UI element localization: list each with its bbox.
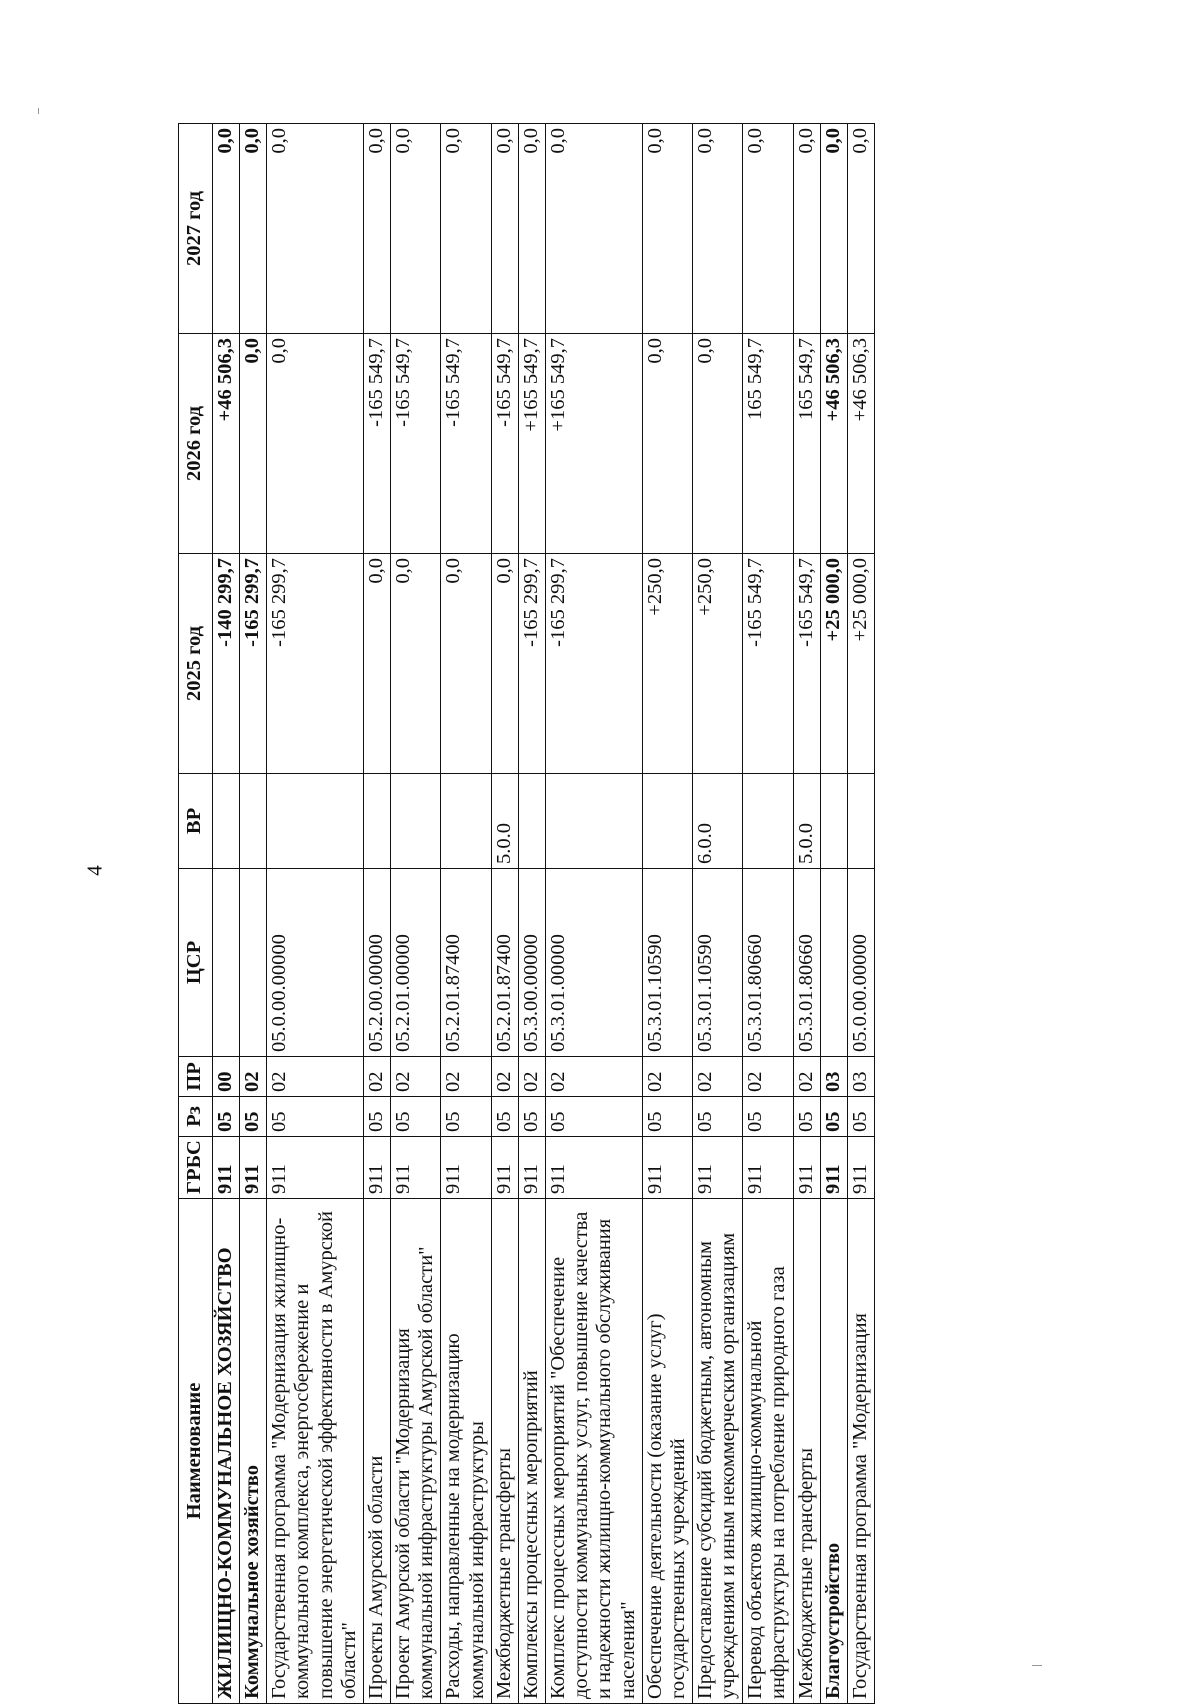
header-rz: Рз (179, 1097, 213, 1137)
cell-2026: 165 549,7 (793, 334, 820, 554)
cell-vr (391, 774, 441, 869)
cell-vr (642, 774, 692, 869)
cell-vr (267, 774, 364, 869)
cell-2025: -165 549,7 (793, 554, 820, 774)
cell-2026: +165 549,7 (518, 334, 545, 554)
table-row (847, 124, 874, 1704)
cell-rz: 05 (642, 1097, 692, 1137)
cell-2025: -165 549,7 (743, 554, 793, 774)
page-number: 4 (82, 865, 107, 876)
cell-pr: 02 (491, 1057, 518, 1097)
cell-2025: 0,0 (391, 554, 441, 774)
cell-2026: -165 549,7 (391, 334, 441, 554)
cell-2025: -165 299,7 (267, 554, 364, 774)
cell-name: Проект Амурской области "Модернизация коммунальной инфраструктуры Амурской области" (391, 1199, 441, 1704)
cell-2025: 0,0 (363, 554, 390, 774)
cell-name: ЖИЛИЩНО-КОММУНАЛЬНОЕ ХОЗЯЙСТВО (213, 1199, 240, 1704)
cell-vr: 6.0.0 (692, 774, 742, 869)
cell-grbs: 911 (793, 1137, 820, 1199)
cell-2026: -165 549,7 (363, 334, 390, 554)
table-row (546, 124, 643, 1704)
cell-2026: +46 506,3 (213, 334, 240, 554)
header-csr: ЦСР (179, 869, 213, 1057)
cell-2027: 0,0 (692, 124, 742, 334)
cell-name: Проекты Амурской области (363, 1199, 390, 1704)
cell-2027: 0,0 (213, 124, 240, 334)
cell-grbs: 911 (213, 1137, 240, 1199)
cell-pr: 02 (240, 1057, 267, 1097)
cell-2026: 0,0 (267, 334, 364, 554)
cell-rz: 05 (240, 1097, 267, 1137)
cell-csr: 05.3.01.00000 (546, 869, 643, 1057)
cell-rz: 05 (267, 1097, 364, 1137)
cell-rz: 05 (743, 1097, 793, 1137)
cell-2026: -165 549,7 (441, 334, 491, 554)
cell-2027: 0,0 (847, 124, 874, 334)
cell-csr: 05.2.01.87400 (491, 869, 518, 1057)
cell-vr (240, 774, 267, 869)
cell-grbs: 911 (642, 1137, 692, 1199)
table-body (213, 124, 875, 1704)
cell-pr: 02 (441, 1057, 491, 1097)
table-row (363, 124, 390, 1704)
cell-2026: -165 549,7 (491, 334, 518, 554)
cell-pr: 02 (692, 1057, 742, 1097)
cell-2025: +250,0 (692, 554, 742, 774)
table-row (793, 124, 820, 1704)
cell-2025: +25 000,0 (820, 554, 847, 774)
cell-2027: 0,0 (391, 124, 441, 334)
header-vr: ВР (179, 774, 213, 869)
cell-name: Государственная программа "Модернизация жилищно-коммунального комплекса, энергосбережение и повышение энергетической эффективности в Амурской области" (267, 1199, 364, 1704)
cell-2027: 0,0 (491, 124, 518, 334)
cell-2027: 0,0 (518, 124, 545, 334)
cell-csr (213, 869, 240, 1057)
cell-grbs: 911 (692, 1137, 742, 1199)
cell-2026: +46 506,3 (847, 334, 874, 554)
table-row (213, 124, 240, 1704)
cell-2025: +25 000,0 (847, 554, 874, 774)
cell-name: Благоустройство (820, 1199, 847, 1704)
cell-rz: 05 (793, 1097, 820, 1137)
cell-2025: -140 299,7 (213, 554, 240, 774)
cell-name: Комплексы процессных мероприятий (518, 1199, 545, 1704)
header-grbs: ГРБС (179, 1137, 213, 1199)
cell-2026: 165 549,7 (743, 334, 793, 554)
header-2025: 2025 год (179, 554, 213, 774)
cell-2027: 0,0 (240, 124, 267, 334)
cell-rz: 05 (546, 1097, 643, 1137)
cell-2027: 0,0 (793, 124, 820, 334)
table-row (642, 124, 692, 1704)
cell-2027: 0,0 (642, 124, 692, 334)
cell-name: Предоставление субсидий бюджетным, автономным учреждениям и иным некоммерческим организациям (692, 1199, 742, 1704)
cell-pr: 02 (793, 1057, 820, 1097)
table-header-row (179, 124, 213, 1704)
cell-pr: 03 (847, 1057, 874, 1097)
header-pr: ПР (179, 1057, 213, 1097)
cell-rz: 05 (518, 1097, 545, 1137)
cell-2027: 0,0 (267, 124, 364, 334)
cell-grbs: 911 (847, 1137, 874, 1199)
cell-pr: 00 (213, 1057, 240, 1097)
cell-rz: 05 (491, 1097, 518, 1137)
table-row (518, 124, 545, 1704)
budget-table-container (178, 124, 875, 1704)
cell-pr: 02 (518, 1057, 545, 1097)
cell-rz: 05 (213, 1097, 240, 1137)
cell-grbs: 911 (743, 1137, 793, 1199)
cell-rz: 05 (692, 1097, 742, 1137)
scan-mark (1032, 1665, 1042, 1666)
cell-pr: 02 (743, 1057, 793, 1097)
cell-pr: 02 (642, 1057, 692, 1097)
cell-2027: 0,0 (441, 124, 491, 334)
cell-rz: 05 (820, 1097, 847, 1137)
cell-pr: 02 (363, 1057, 390, 1097)
cell-name: Комплекс процессных мероприятий "Обеспечение доступности коммунальных услуг, повышение качества и надежности жилищно-коммунального обслуживания населения" (546, 1199, 643, 1704)
table-row (743, 124, 793, 1704)
scan-mark (38, 108, 39, 114)
cell-2025: +250,0 (642, 554, 692, 774)
cell-name: Государственная программа "Модернизация (847, 1199, 874, 1704)
cell-2025: -165 299,7 (546, 554, 643, 774)
header-2026: 2026 год (179, 334, 213, 554)
cell-name: Межбюджетные трансферты (491, 1199, 518, 1704)
cell-pr: 02 (546, 1057, 643, 1097)
table-row (491, 124, 518, 1704)
cell-csr: 05.3.00.00000 (518, 869, 545, 1057)
cell-name: Коммунальное хозяйство (240, 1199, 267, 1704)
cell-2027: 0,0 (363, 124, 390, 334)
cell-vr (820, 774, 847, 869)
cell-csr (240, 869, 267, 1057)
cell-2026: +46 506,3 (820, 334, 847, 554)
cell-2027: 0,0 (743, 124, 793, 334)
cell-rz: 05 (441, 1097, 491, 1137)
table-row (267, 124, 364, 1704)
cell-pr: 03 (820, 1057, 847, 1097)
cell-vr (441, 774, 491, 869)
table-row (441, 124, 491, 1704)
cell-2026: 0,0 (240, 334, 267, 554)
cell-rz: 05 (847, 1097, 874, 1137)
cell-vr (546, 774, 643, 869)
cell-csr: 05.0.00.00000 (267, 869, 364, 1057)
cell-name: Расходы, направленные на модернизацию коммунальной инфраструктуры (441, 1199, 491, 1704)
cell-grbs: 911 (363, 1137, 390, 1199)
cell-csr: 05.3.01.10590 (642, 869, 692, 1057)
cell-2027: 0,0 (546, 124, 643, 334)
cell-pr: 02 (267, 1057, 364, 1097)
cell-name: Обеспечение деятельности (оказание услуг) государственных учреждений (642, 1199, 692, 1704)
cell-grbs: 911 (820, 1137, 847, 1199)
cell-grbs: 911 (546, 1137, 643, 1199)
cell-2026: 0,0 (692, 334, 742, 554)
cell-csr: 05.2.01.87400 (441, 869, 491, 1057)
cell-name: Межбюджетные трансферты (793, 1199, 820, 1704)
cell-pr: 02 (391, 1057, 441, 1097)
cell-grbs: 911 (391, 1137, 441, 1199)
cell-csr: 05.2.01.00000 (391, 869, 441, 1057)
cell-grbs: 911 (518, 1137, 545, 1199)
cell-csr: 05.3.01.80660 (793, 869, 820, 1057)
cell-csr: 05.3.01.80660 (743, 869, 793, 1057)
cell-grbs: 911 (441, 1137, 491, 1199)
cell-2025: -165 299,7 (518, 554, 545, 774)
cell-grbs: 911 (491, 1137, 518, 1199)
cell-rz: 05 (363, 1097, 390, 1137)
table-row (391, 124, 441, 1704)
header-name: Наименование (179, 1199, 213, 1704)
cell-csr (820, 869, 847, 1057)
header-2027: 2027 год (179, 124, 213, 334)
budget-table (178, 123, 875, 1704)
table-row (240, 124, 267, 1704)
cell-2026: +165 549,7 (546, 334, 643, 554)
cell-2025: 0,0 (441, 554, 491, 774)
cell-2026: 0,0 (642, 334, 692, 554)
table-row (692, 124, 742, 1704)
cell-vr: 5.0.0 (491, 774, 518, 869)
table-row (820, 124, 847, 1704)
cell-grbs: 911 (267, 1137, 364, 1199)
cell-csr: 05.3.01.10590 (692, 869, 742, 1057)
cell-vr: 5.0.0 (793, 774, 820, 869)
cell-2027: 0,0 (820, 124, 847, 334)
cell-2025: 0,0 (491, 554, 518, 774)
cell-csr: 05.0.00.00000 (847, 869, 874, 1057)
cell-name: Перевод объектов жилищно-коммунальной инфраструктуры на потребление природного газа (743, 1199, 793, 1704)
cell-vr (363, 774, 390, 869)
cell-vr (743, 774, 793, 869)
cell-vr (213, 774, 240, 869)
cell-vr (847, 774, 874, 869)
cell-rz: 05 (391, 1097, 441, 1137)
cell-vr (518, 774, 545, 869)
cell-2025: -165 299,7 (240, 554, 267, 774)
cell-csr: 05.2.00.00000 (363, 869, 390, 1057)
cell-grbs: 911 (240, 1137, 267, 1199)
